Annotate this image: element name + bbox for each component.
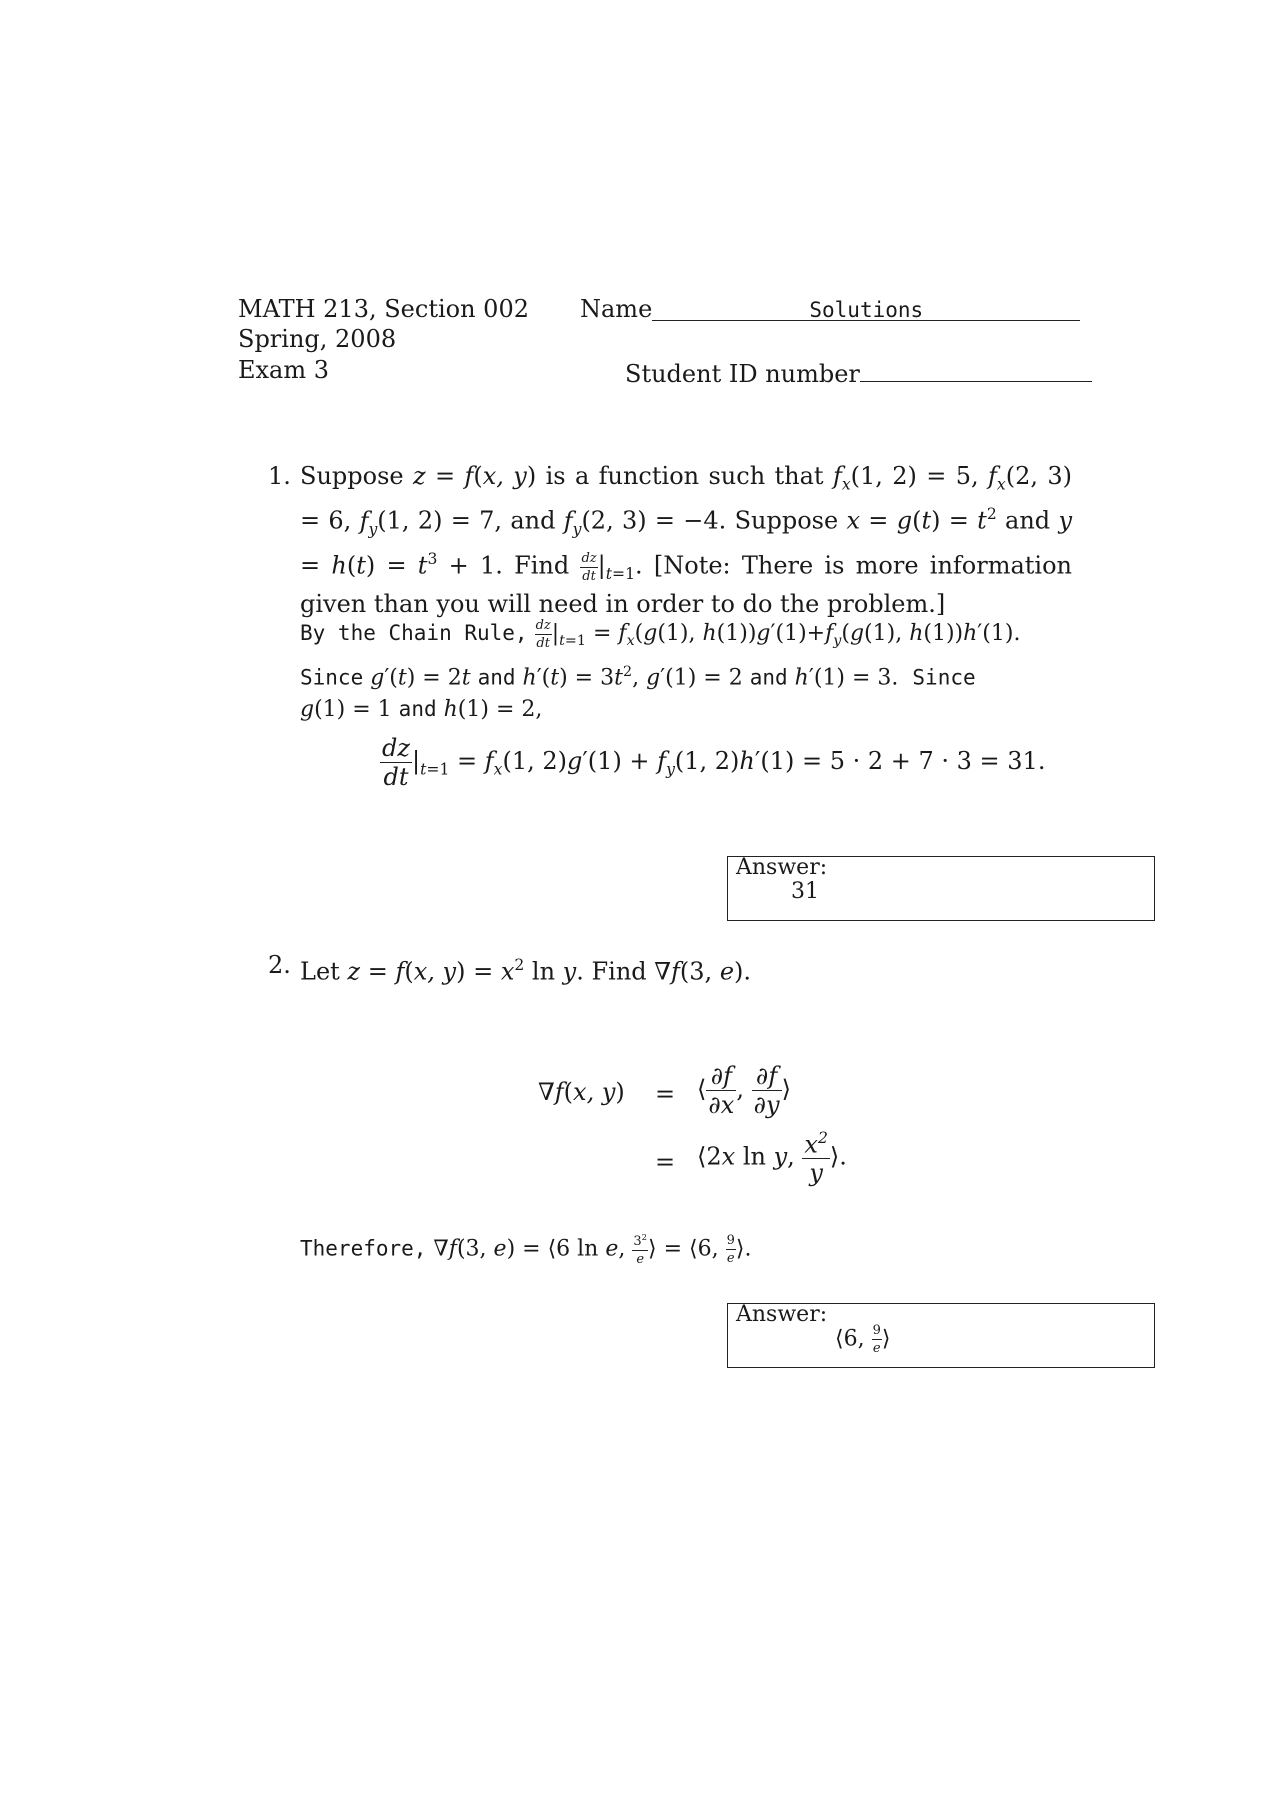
solution-1-and2: and (749, 665, 788, 690)
term: Spring, 2008 (238, 325, 397, 353)
problem-1-solution: By the Chain Rule, $\frac{dz}{dt}$ $|_{t=1} = f_x(g(1)$, $h(1))g'(1)+f_y(g(1)$, h(1))h′(1). Since g′(t) = 2t and $h'(t) = 3t^2$, g′(1) = 2 and h′(1) = 3. Since g(1) = 1 and h(1) = 2, (300, 617, 1021, 722)
student-id-field (625, 355, 1092, 389)
solution-1-and1: and (477, 665, 516, 690)
name-label: Name (580, 295, 653, 323)
course-title: MATH 213, Section 002 (238, 295, 529, 323)
problem-2-answer-value: ⟨6, $\frac{9}{e}$ ⟩ (835, 1323, 891, 1356)
solution-1-by: By the Chain Rule, (300, 621, 528, 645)
problem-1-text: Suppose z = f(x, y) is a function such that $f_x(1$, 2) = 5, $f_x(2$, 3) = 6, $f_y(1$, 2) = 7, and $f_y(2$, 3) = −4. Suppose $x = g(t) = t^2$ and $y = h(t) = t^3 + 1$. Find $\frac{dz}{dt}$ $|_{t=1}$. [Note: There is more information given than you will need in order to do the problem.] (300, 462, 1073, 619)
problem-2-text: Let z = f(x, $y) = x^2$ ln y. Find ∇f(3, e). (300, 956, 752, 986)
problem-1-answer-value: 31 (791, 879, 819, 904)
gradient-equals-1: = (655, 1080, 676, 1108)
solution-1-since2: Since (912, 665, 976, 690)
problem-2-number: 2. (268, 951, 291, 979)
problem-1-final-equation: $\frac{dz}{dt}$ $|_{t=1} = f_x(1$, $2)g'(1) + f_y(1$, 2)h′(1) = 5 · 2 + 7 · 3 = 31. (382, 734, 1046, 791)
name-field (580, 294, 1070, 324)
solution-1-and3: and (398, 696, 437, 721)
problem-2-answer-box (727, 1303, 1155, 1368)
problem-1-number: 1. (268, 462, 291, 490)
gradient-rhs-2: ⟨2x ln y, $\frac{x^2}{y}$ ⟩. (697, 1129, 847, 1188)
gradient-rhs-1: ⟨ $\frac{\partial f}{\partial x}$ , $\frac{\partial f}{\partial y}$ ⟩ (697, 1062, 791, 1119)
problem-2-therefore: Therefore, (300, 1236, 427, 1261)
name-value: Solutions (809, 298, 924, 322)
gradient-equals-2: = (655, 1148, 676, 1176)
gradient-lhs: ∇f(x, y) (538, 1078, 625, 1106)
problem-2-conclusion: Therefore, ∇f(3, e) = ⟨6 ln e, $\frac{3^2}{e}$ ⟩ = ⟨6, $\frac{9}{e}$ ⟩. (300, 1232, 752, 1268)
name-line (652, 294, 1080, 321)
problem-1-answer-label: Answer: (736, 855, 828, 880)
problem-2-answer-label: Answer: (736, 1302, 828, 1327)
student-id-label: Student ID number (625, 360, 860, 388)
exam-title: Exam 3 (238, 356, 330, 384)
student-id-line (860, 355, 1092, 382)
solution-1-since1: Since (300, 665, 364, 690)
problem-1-answer-box (727, 856, 1155, 921)
